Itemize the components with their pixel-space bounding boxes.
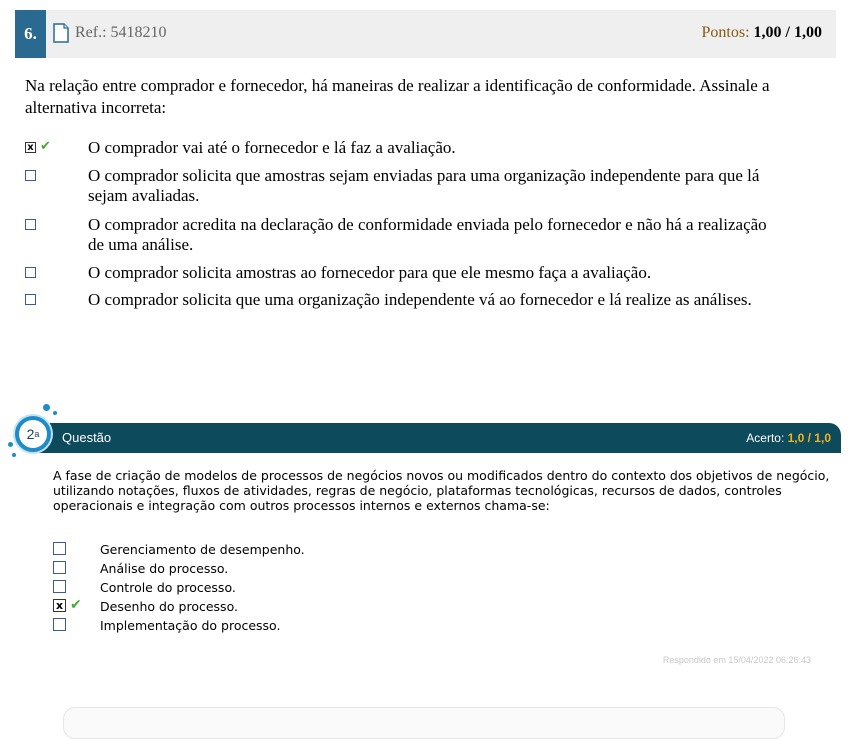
question-statement: A fase de criação de modelos de processos de negócios novos ou modificados dentro do contexto dos objetivos de negócio, utilizando notações, fluxos de atividades, regras de negócio, plataformas tecnológicas, recursos de dados, controles operacionais e integração com outros processos internos e externos chama-se: [53, 468, 830, 513]
option-item[interactable] [53, 618, 553, 634]
option-text: O comprador acredita na declaração de conformidade enviada pelo fornecedor e não há a realização de uma análise. [88, 215, 767, 254]
question-ref: Ref.: 5418210 [75, 24, 167, 41]
question-title: Questão [62, 430, 112, 445]
option-item[interactable] [53, 599, 553, 615]
checkbox-checked-icon[interactable]: x [53, 599, 66, 612]
question-number: 6. [15, 10, 46, 58]
option-text: Análise do processo. [100, 561, 229, 576]
checkmark-icon: ✔ [40, 139, 51, 154]
score-label: Acerto: [746, 431, 785, 445]
checkbox-icon[interactable] [25, 267, 36, 278]
option-item[interactable] [53, 580, 553, 596]
points-scored: 1,00 [753, 24, 782, 41]
checkbox-icon[interactable] [25, 219, 36, 230]
checkbox-icon[interactable] [25, 170, 36, 181]
next-question-container [63, 707, 785, 739]
answered-timestamp: Respondido em 15/04/2022 06:26:43 [662, 655, 811, 665]
question-badge-number: 2 a [15, 416, 51, 452]
checkbox-checked-icon[interactable]: x [25, 142, 36, 153]
checkmark-icon: ✔ [70, 597, 82, 613]
option-item[interactable] [25, 215, 825, 257]
option-text: O comprador solicita que uma organização independente vá ao fornecedor e lá realize as análises. [88, 290, 752, 309]
question-score [746, 431, 831, 445]
option-text: O comprador solicita que amostras sejam enviadas para uma organização independente para que lá sejam avaliadas. [88, 166, 760, 205]
checkbox-icon[interactable] [53, 561, 66, 574]
option-text: O comprador solicita amostras ao fornecedor para que ele mesmo faça a avaliação. [88, 263, 652, 282]
question-points [702, 24, 822, 42]
option-text: O comprador vai até o fornecedor e lá faz a avaliação. [88, 138, 456, 157]
option-item[interactable] [53, 542, 553, 558]
checkbox-icon[interactable] [53, 618, 66, 631]
question-badge-icon [7, 402, 65, 464]
checkbox-icon[interactable] [25, 294, 36, 305]
question-6-header [15, 10, 836, 58]
option-item[interactable] [25, 166, 825, 208]
checkbox-icon[interactable] [53, 542, 66, 555]
option-text: Desenho do processo. [100, 599, 238, 614]
option-item[interactable] [53, 561, 553, 577]
points-label: Pontos: [701, 24, 750, 41]
checkbox-icon[interactable] [53, 580, 66, 593]
option-text: Implementação do processo. [100, 618, 281, 633]
option-text: Controle do processo. [100, 580, 236, 595]
question-2-header-bar [38, 423, 841, 453]
question-statement: Na relação entre comprador e fornecedor, há maneiras de realizar a identificação de conformidade. Assinale a alternativa incorreta: [25, 76, 770, 117]
option-item[interactable] [25, 290, 825, 332]
points-total: / 1,00 [785, 24, 822, 41]
option-text: Gerenciamento de desempenho. [100, 542, 305, 557]
option-item[interactable] [25, 263, 825, 285]
document-icon [53, 23, 69, 43]
option-item[interactable] [25, 138, 825, 160]
score-value: 1,0 / 1,0 [787, 431, 831, 445]
